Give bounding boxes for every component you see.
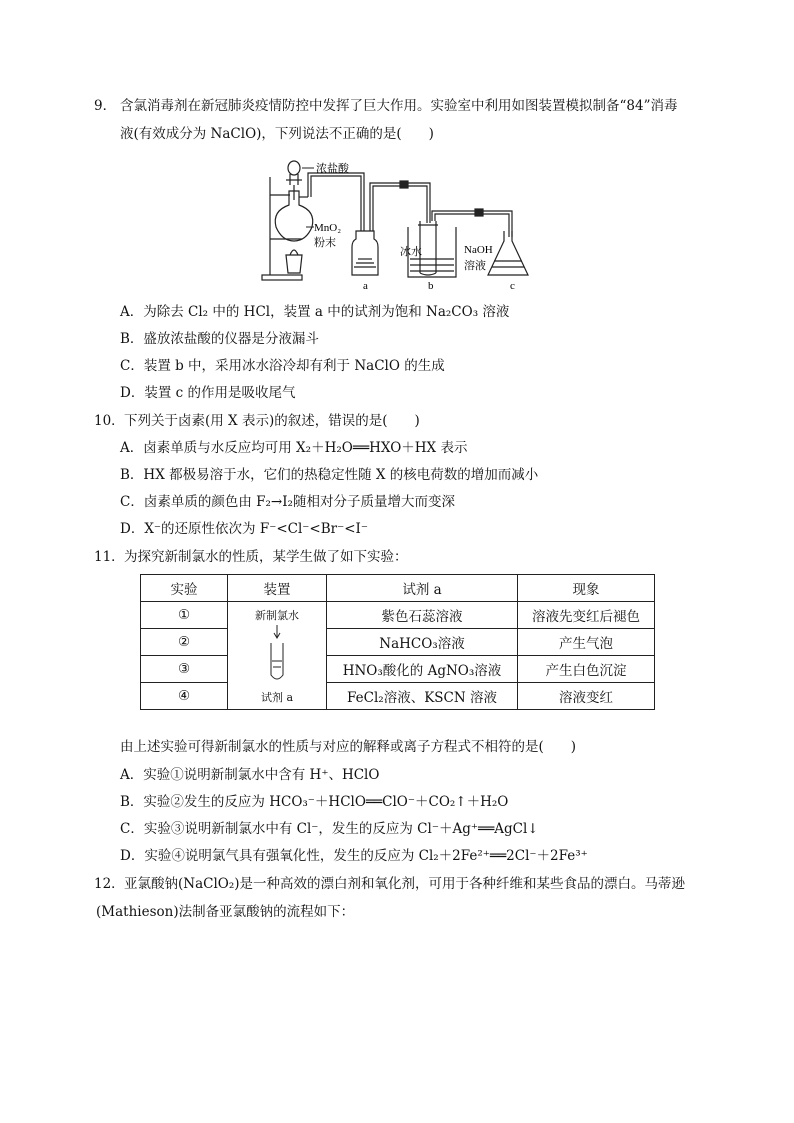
q11-option-b: B．实验②发生的反应为 HCO₃⁻＋HClO══ClO⁻＋CO₂↑＋H₂O [120,794,509,810]
q11-option-d: D．实验④说明氯气具有强氧化性，发生的反应为 Cl₂＋2Fe²⁺══2Cl⁻＋2Fe³⁺ [120,848,588,864]
table-header-exp: 实验 [141,575,228,602]
label-powder: 粉末 [314,237,336,249]
label-naoh: NaOH [464,244,493,256]
table-header-device: 装置 [228,575,327,602]
cell-reagent: HNO₃酸化的 AgNO₃溶液 [327,656,518,683]
device-bottom-label: 试剂 a [260,690,294,704]
question-12-stem: 亚氯酸钠(NaClO₂)是一种高效的漂白剂和氧化剂，可用于各种纤维和某些食品的漂白。马蒂逊 [124,876,686,892]
table-row [141,629,655,656]
cell-phenomenon: 产生白色沉淀 [518,656,655,683]
cell-device [228,602,327,710]
question-9-stem-cont: 液(有效成分为 NaClO)，下列说法不正确的是( ) [120,126,434,142]
table-header-phenomenon: 现象 [518,575,655,602]
cell-reagent: 紫色石蕊溶液 [327,602,518,629]
cell-exp: ④ [141,683,228,710]
q9-option-b: B．盛放浓盐酸的仪器是分液漏斗 [120,331,319,347]
question-12-stem-cont: (Mathieson)法制备亚氯酸钠的流程如下： [96,904,355,920]
q10-option-c: C．卤素单质的颜色由 F₂→I₂随相对分子质量增大而变深 [120,494,455,510]
cell-reagent: FeCl₂溶液、KSCN 溶液 [327,683,518,710]
table-row [141,656,655,683]
cell-exp: ③ [141,656,228,683]
experiment-table [140,574,655,710]
question-11-stem: 为探究新制氯水的性质，某学生做了如下实验： [124,549,408,565]
test-tube-icon [257,623,297,685]
apparatus-figure [260,155,530,295]
q11-option-a: A．实验①说明新制氯水中含有 H⁺、HClO [120,767,380,783]
q10-option-b: B．HX 都极易溶于水，它们的热稳定性随 X 的核电荷数的增加而减小 [120,467,539,483]
q10-option-a: A．卤素单质与水反应均可用 X₂＋H₂O══HXO＋HX 表示 [120,440,468,456]
cell-phenomenon: 产生气泡 [518,629,655,656]
label-mno2: MnO₂ [314,222,342,234]
q9-option-a: A．为除去 Cl₂ 中的 HCl，装置 a 中的试剂为饱和 Na₂CO₃ 溶液 [120,304,510,320]
cell-reagent: NaHCO₃溶液 [327,629,518,656]
device-top-label: 新制氯水 [255,608,299,622]
table-row [141,683,655,710]
cell-phenomenon: 溶液先变红后褪色 [518,602,655,629]
label-conc-hcl: 浓盐酸 [316,163,349,175]
question-11-stem2: 由上述实验可得新制氯水的性质与对应的解释或离子方程式不相符的是( ) [120,739,577,755]
cell-exp: ① [141,602,228,629]
table-header-reagent: 试剂 a [327,575,518,602]
question-11-number: 11． [94,549,125,565]
label-ice-water: 冰水 [400,246,422,258]
table-row [141,602,655,629]
label-naoh-solution: 溶液 [464,260,486,272]
cell-exp: ② [141,629,228,656]
q9-option-d: D．装置 c 的作用是吸收尾气 [120,385,296,401]
question-10-number: 10． [94,413,125,429]
question-9-number: 9． [94,98,117,114]
label-c: c [510,280,515,292]
label-a: a [363,280,368,292]
q10-option-d: D．X⁻的还原性依次为 F⁻<Cl⁻<Br⁻<I⁻ [120,521,369,537]
question-12-number: 12． [94,876,125,892]
label-b: b [428,280,434,292]
question-10-stem: 下列关于卤素(用 X 表示)的叙述，错误的是( ) [124,413,420,429]
cell-phenomenon: 溶液变红 [518,683,655,710]
question-9-stem: 含氯消毒剂在新冠肺炎疫情防控中发挥了巨大作用。实验室中利用如图装置模拟制备“84”消毒 [120,98,678,114]
q9-option-c: C．装置 b 中，采用冰水浴冷却有利于 NaClO 的生成 [120,358,445,374]
q11-option-c: C．实验③说明新制氯水中有 Cl⁻，发生的反应为 Cl⁻＋Ag⁺══AgCl↓ [120,821,539,837]
